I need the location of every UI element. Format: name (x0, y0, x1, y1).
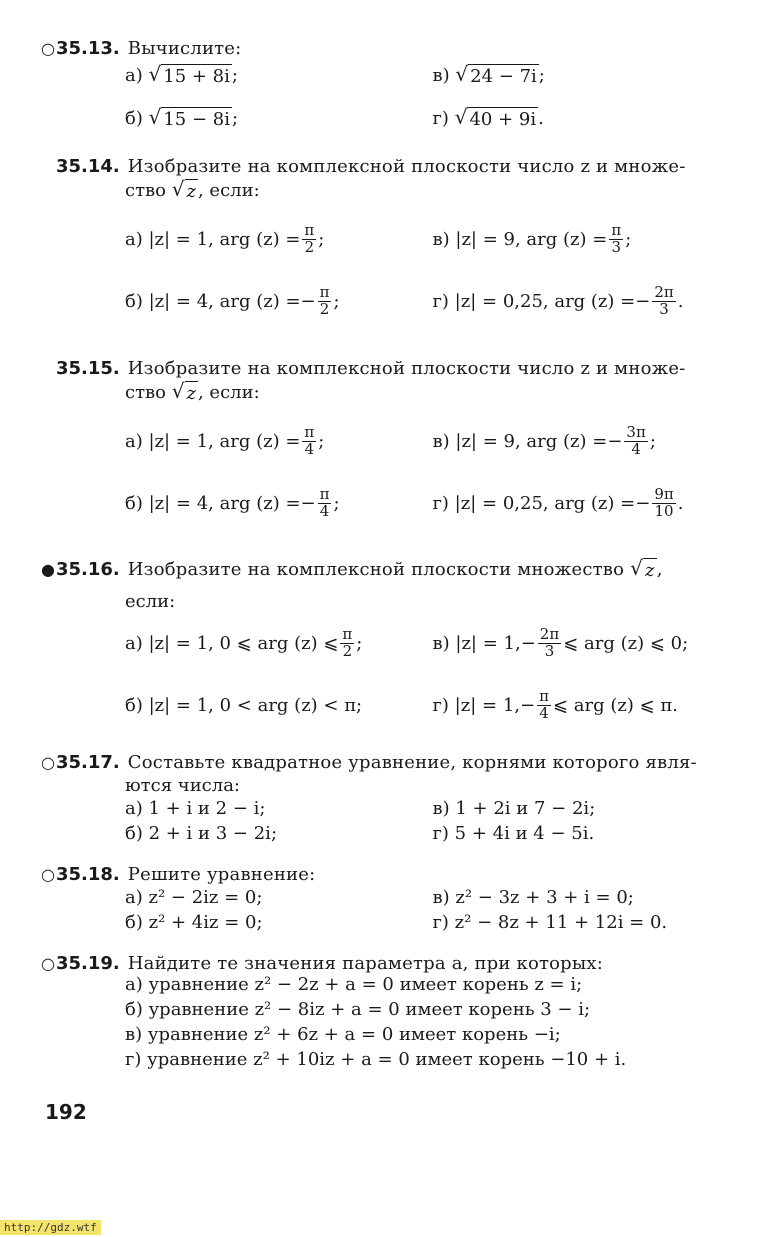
problem-title: Изобразите на комплексной плоскости число z и множе- (127, 358, 686, 379)
page-number: 192 (45, 1100, 87, 1124)
item-b: б) z² + 4iz = 0; (125, 912, 263, 933)
problem-marker: ● (41, 560, 55, 579)
item-a: а) уравнение z² − 2z + a = 0 имеет корень z = i; (125, 974, 583, 995)
item-g: г) z² − 8z + 11 + 12i = 0. (432, 912, 668, 933)
item-v: в) √ 24 − 7i ; (432, 62, 545, 87)
problem-continuation: ство √ z , если: (125, 177, 260, 202)
problem-marker: ○ (41, 865, 55, 884)
problem-number: 35.13. (56, 38, 120, 59)
problem-35-18 (40, 864, 720, 935)
problem-number: 35.19. (56, 953, 120, 974)
item-g: г) уравнение z² + 10iz + a = 0 имеет корень −10 + i. (125, 1049, 627, 1070)
item-a: а) 1 + i и 2 − i; (125, 798, 266, 819)
item-g: г) |z| = 1, − $\frac{\pi}{4}$ ⩽ arg (z) ⩽ π. (432, 686, 678, 722)
item-g: г) |z| = 0,25, arg (z) = − $\frac{9\pi}{10}$ . (432, 484, 684, 520)
item-a: а) |z| = 1, 0 ⩽ arg (z) ⩽ $\frac{\pi}{2}$ ; (125, 624, 363, 660)
item-v: в) уравнение z² + 6z + a = 0 имеет корень −i; (125, 1024, 561, 1045)
problem-continuation: ство √ z , если: (125, 379, 260, 404)
problem-35-13 (40, 38, 720, 131)
source-url-link[interactable]: http://gdz.wtf (0, 1220, 101, 1235)
problem-title: Составьте квадратное уравнение, корнями которого явля- (127, 752, 697, 773)
problem-35-14 (40, 156, 720, 332)
item-v: в) |z| = 9, arg (z) = $\frac{\pi}{3}$ ; (432, 220, 632, 256)
problem-marker: ○ (41, 753, 55, 772)
problem-title: Вычислите: (127, 38, 242, 59)
item-a: а) |z| = 1, arg (z) = $\frac{\pi}{4}$ ; (125, 422, 325, 458)
item-b: б) уравнение z² − 8iz + a = 0 имеет корень 3 − i; (125, 999, 591, 1020)
problem-marker: ○ (41, 954, 55, 973)
problem-number: 35.18. (56, 864, 120, 885)
item-g: г) 5 + 4i и 4 − 5i. (432, 823, 595, 844)
problem-35-19 (40, 953, 720, 1074)
item-v: в) 1 + 2i и 7 − 2i; (432, 798, 596, 819)
item-b: б) √ 15 − 8i ; (125, 105, 239, 130)
item-a: а) |z| = 1, arg (z) = $\frac{\pi}{2}$ ; (125, 220, 325, 256)
problem-number: 35.17. (56, 752, 120, 773)
item-v: в) |z| = 9, arg (z) = − $\frac{3\pi}{4}$ ; (432, 422, 656, 458)
item-g: г) |z| = 0,25, arg (z) = − $\frac{2\pi}{3}$ . (432, 282, 684, 318)
problem-title: Решите уравнение: (127, 864, 316, 885)
problem-number: 35.16. (56, 559, 120, 580)
problem-number: 35.14. (56, 156, 120, 177)
item-v: в) |z| = 1, − $\frac{2\pi}{3}$ ⩽ arg (z) ⩽ 0; (432, 624, 689, 660)
item-b: б) |z| = 4, arg (z) = − $\frac{\pi}{2}$ ; (125, 282, 340, 318)
problem-35-16 (40, 558, 720, 736)
item-a: а) √ 15 + 8i ; (125, 62, 238, 87)
item-b: б) 2 + i и 3 − 2i; (125, 823, 278, 844)
item-g: г) √ 40 + 9i . (432, 105, 544, 130)
problem-title: Найдите те значения параметра a, при которых: (127, 953, 604, 974)
problem-number: 35.15. (56, 358, 120, 379)
problem-continuation: если: (125, 591, 176, 612)
item-b: б) |z| = 1, 0 < arg (z) < π; (125, 694, 363, 716)
item-a: а) z² − 2iz = 0; (125, 887, 263, 908)
problem-title: Изобразите на комплексной плоскости число z и множе- (127, 156, 686, 177)
problem-continuation: ются числа: (125, 775, 240, 796)
problem-marker: ○ (41, 39, 55, 58)
item-v: в) z² − 3z + 3 + i = 0; (432, 887, 634, 908)
item-b: б) |z| = 4, arg (z) = − $\frac{\pi}{4}$ ; (125, 484, 340, 520)
problem-35-15 (40, 358, 720, 534)
problem-35-17 (40, 752, 720, 846)
problem-title: Изобразите на комплексной плоскости множество √ z , (127, 556, 663, 581)
